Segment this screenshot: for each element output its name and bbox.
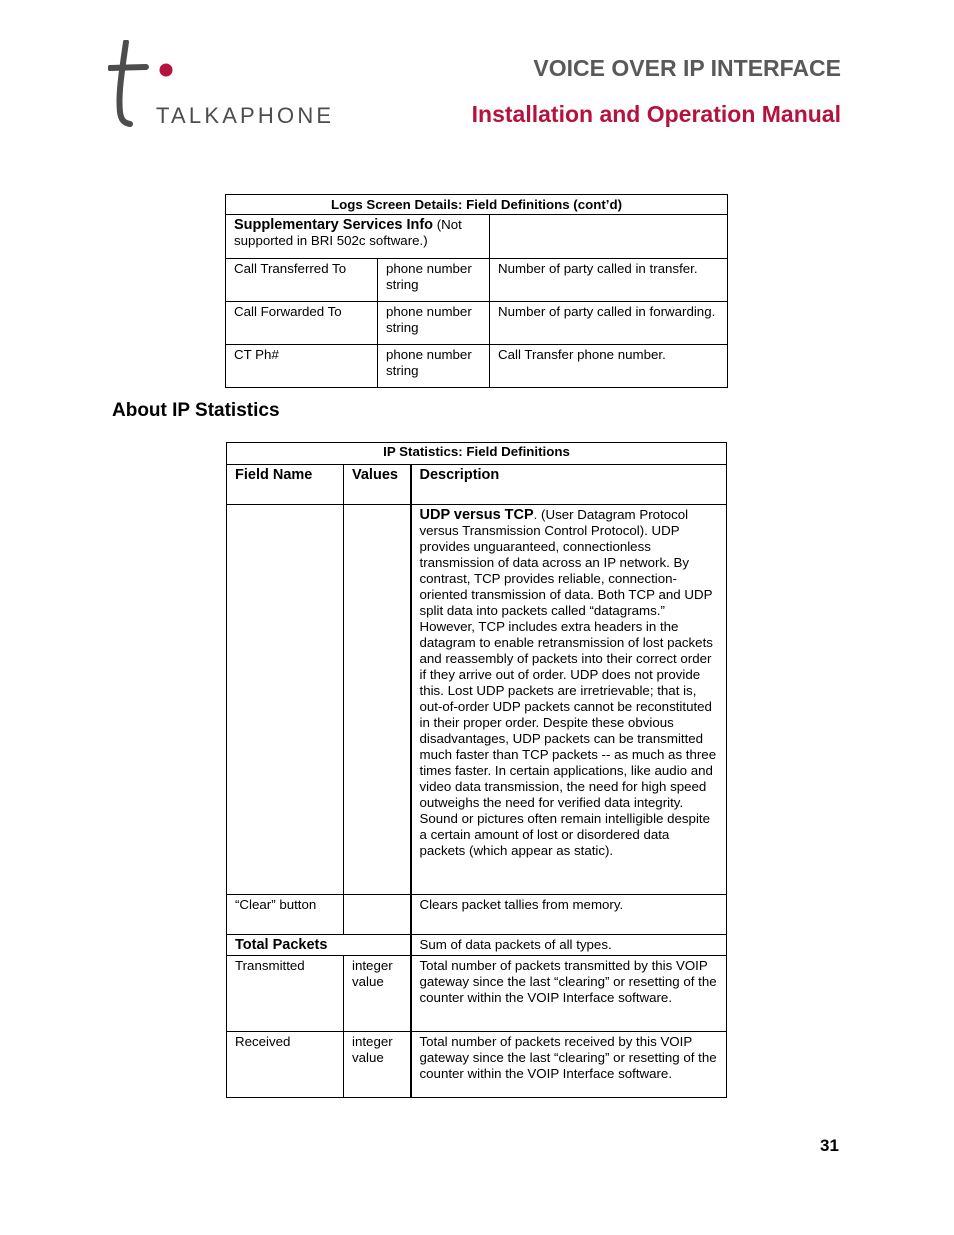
description-cell: Clears packet tallies from memory. — [411, 895, 727, 935]
field-name-cell: Call Forwarded To — [226, 302, 378, 345]
description-cell: Total number of packets transmitted by this VOIP gateway since the last “clearing” or resetting of the counter within the VOIP Interface software. — [411, 956, 727, 1032]
field-name-cell: “Clear” button — [227, 895, 344, 935]
values-cell: phone number string — [378, 259, 490, 302]
table-row — [227, 1032, 727, 1098]
description-cell — [411, 505, 727, 895]
table-row — [226, 259, 728, 302]
logs-field-definitions-table — [225, 194, 728, 388]
field-name-cell: Total Packets — [227, 935, 411, 956]
values-cell: integer value — [344, 1032, 411, 1098]
field-name-cell: CT Ph# — [226, 345, 378, 388]
document-subtitle: Installation and Operation Manual — [471, 101, 841, 127]
description-cell: Number of party called in forwarding. — [490, 302, 728, 345]
field-name-cell: Received — [227, 1032, 344, 1098]
header-field-name: Field Name — [227, 465, 344, 505]
field-name-cell: Transmitted — [227, 956, 344, 1032]
page-number: 31 — [820, 1136, 839, 1155]
table-caption-row — [226, 195, 728, 215]
table-row — [227, 935, 727, 956]
description-cell: Sum of data packets of all types. — [411, 935, 727, 956]
section-cell — [226, 215, 490, 259]
table-row — [227, 505, 727, 895]
section-row — [226, 215, 728, 259]
logo-t-stem — [119, 42, 130, 124]
table-row — [226, 302, 728, 345]
field-name-cell — [227, 505, 344, 895]
values-cell: phone number string — [378, 345, 490, 388]
table-caption: Logs Screen Details: Field Definitions (cont’d) — [226, 195, 728, 215]
ip-statistics-table — [226, 442, 727, 1098]
table-caption-row — [227, 443, 727, 465]
values-cell: integer value — [344, 956, 411, 1032]
field-name-cell: Call Transferred To — [226, 259, 378, 302]
brand-name: TALKAPHONE — [156, 103, 335, 128]
table-caption: IP Statistics: Field Definitions — [227, 443, 727, 465]
document-title: VOICE OVER IP INTERFACE — [533, 55, 841, 81]
table-header-row — [227, 465, 727, 505]
header-description: Description — [411, 465, 727, 505]
table-row — [227, 895, 727, 935]
values-cell — [344, 895, 411, 935]
udp-text: . (User Datagram Protocol versus Transmission Control Protocol). UDP provides unguaranteed, connectionless transmission of data across an IP network. By contrast, TCP provides reliable, connection-oriented transmission of data. Both TCP and UDP split data into packets called “datagrams.” However, TCP includes extra headers in the datagram to enable retransmission of lost packets and reassembly of packets into their correct order if they arrive out of order. UDP does not provide this. Lost UDP packets are irretrievable; that is, out-of-order UDP packets cannot be reconstituted in their proper order. Despite these obvious disadvantages, UDP packets can be transmitted much faster than TCP packets -- as much as three times faster. In certain applications, like audio and video data transmission, the need for high speed outweighs the need for verified data integrity. Sound or pictures often remain intelligible despite a certain amount of lost or disordered data packets (which appear as static). — [419, 507, 717, 858]
table-row — [226, 345, 728, 388]
empty-cell — [490, 215, 728, 259]
section-title: Supplementary Services Info — [234, 217, 434, 233]
section-heading: About IP Statistics — [112, 400, 280, 421]
description-cell: Number of party called in transfer. — [490, 259, 728, 302]
description-cell: Call Transfer phone number. — [490, 345, 728, 388]
udp-title: UDP versus TCP — [419, 507, 534, 523]
description-cell: Total number of packets received by this VOIP gateway since the last “clearing” or resetting of the counter within the VOIP Interface software. — [411, 1032, 727, 1098]
logo-t-bar — [110, 67, 146, 68]
values-cell — [344, 505, 411, 895]
section-note: (Not supported in BRI 502c software.) — [234, 217, 462, 248]
values-cell: phone number string — [378, 302, 490, 345]
table-row — [227, 956, 727, 1032]
logo-dot — [160, 64, 173, 77]
header-values: Values — [344, 465, 411, 505]
